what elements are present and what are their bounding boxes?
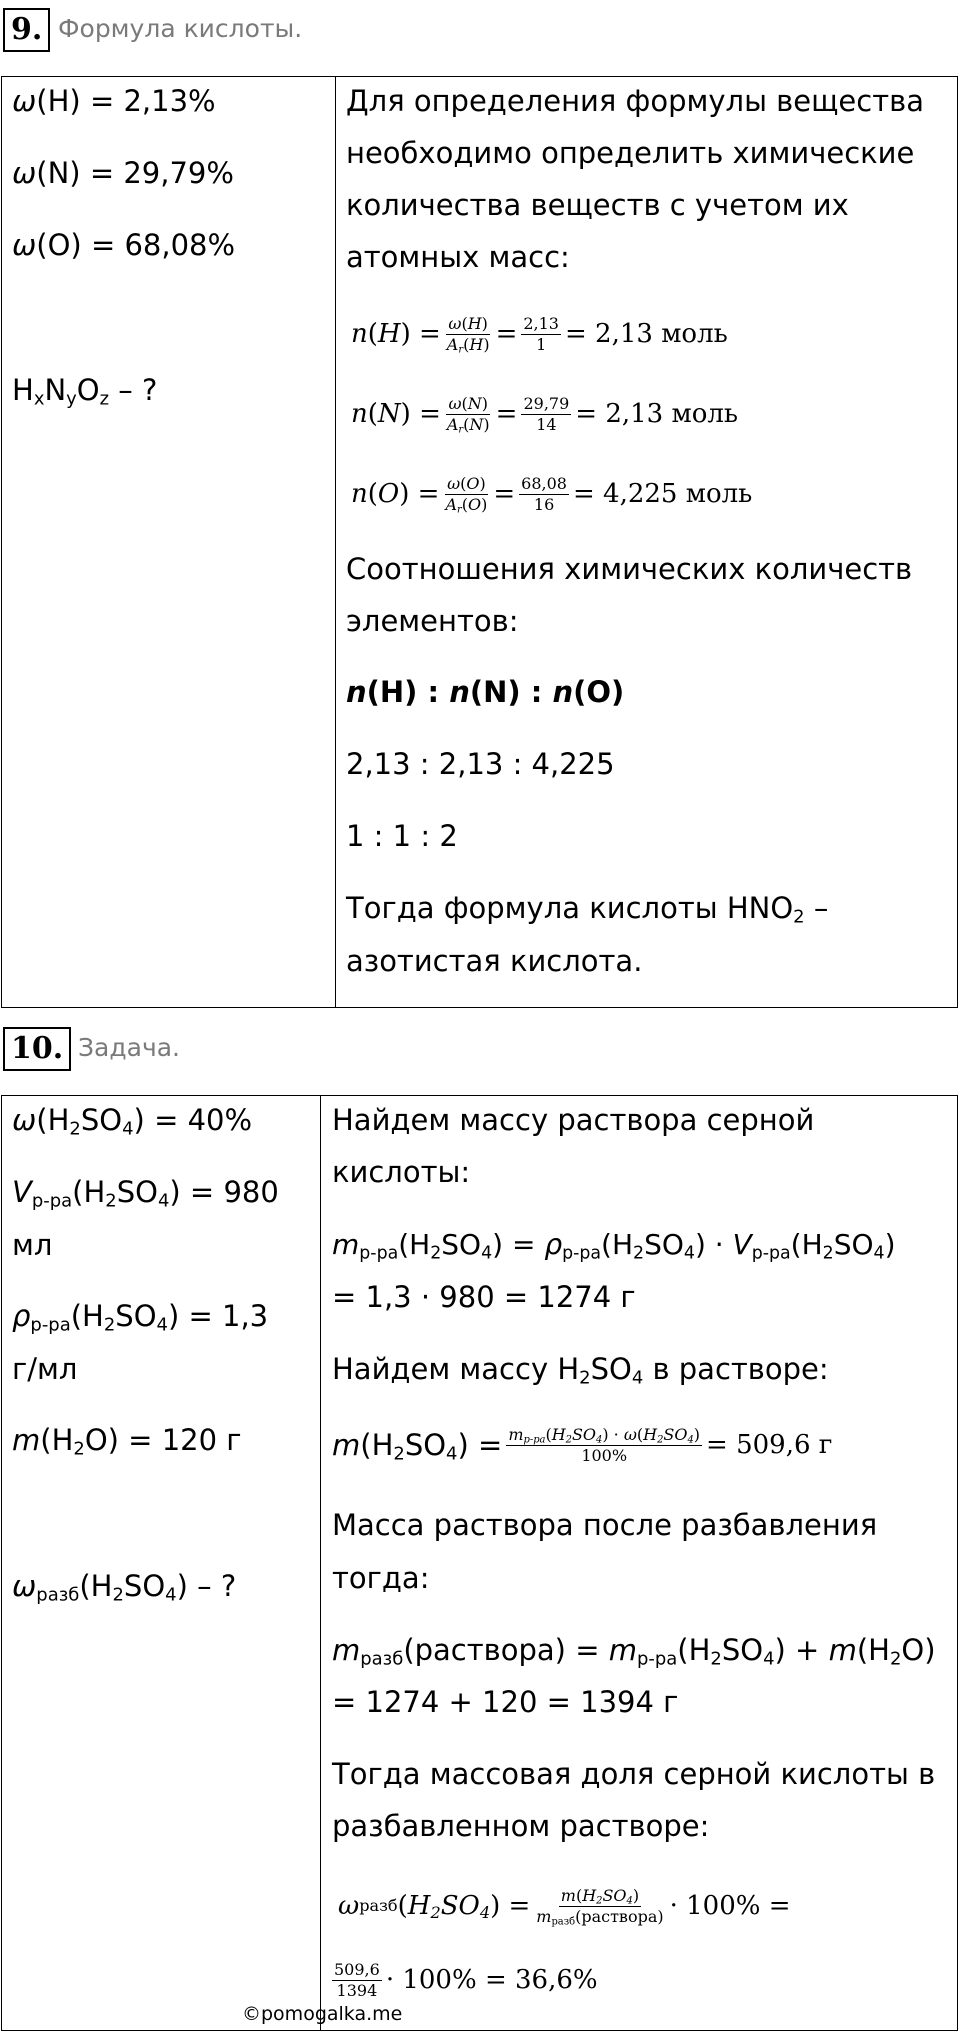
ratio-values: 2,13 : 2,13 : 4,225 [346,747,615,781]
formula-mass-h2so4: $m(H_2SO_4)$ = $\frac{m_{р-ра}(H_2SO_4) \cdot \omega(H_2SO_4)}{100\%}$ = 509,6 г [332,1424,833,1465]
equation: = 1274 + 120 = 1394 г [332,1685,679,1719]
given-line: ω(O) = 68,08% [12,228,236,262]
find-line: $H_xN_yO_z$ – ? [12,373,158,410]
solution-text: необходимо определить химические [346,136,915,170]
watermark: ©pomogalka.me [242,2003,403,2025]
given-line: $m(H_2O) = 120$ г [12,1423,242,1460]
formula-n-n: n ( N ) = $\frac{\omega(N)}{A_r(N)}$ = $\frac{29,79}{14}$ = 2,13 моль [351,393,739,435]
equation: $m_{р-ра}(H_2SO_4) = \rho_{р-ра}(H_2SO_4) \cdot V_{р-ра}(H_2SO_4)$ [332,1228,896,1264]
formula-result: $\frac{509,6}{1394}$ · 100% = 36,6% [334,1959,598,2000]
given-line: мл [12,1228,53,1262]
find-line: $\omega_{разб}(H_2SO_4)$ – ? [12,1569,237,1606]
given-line: $\rho_{р-ра}(H_2SO_4) = 1,3$ [12,1299,269,1336]
formula-n-h: n ( H ) = $\frac{\omega(H)}{A_r(H)}$ = $\frac{2,13}{1}$ = 2,13 моль [351,313,728,355]
given-line: ω(H) = 2,13% [12,84,216,118]
solution-text: разбавленном растворе: [332,1809,710,1843]
solution-text: Масса раствора после разбавления [332,1508,878,1542]
given-line: $V_{р-ра}(H_2SO_4) = 980$ [12,1175,279,1212]
solution-text: Тогда массовая доля серной кислоты в [332,1757,936,1791]
solution-text: Найдем массу $H_2SO_4$ в растворе: [332,1352,829,1389]
conclusion: азотистая кислота. [346,944,643,978]
given-line: ω(N) = 29,79% [12,156,234,190]
problem-number: 9. [3,8,50,52]
formula-n-o: n ( O ) = $\frac{\omega(O)}{A_r(O)}$ = $\frac{68,08}{16}$ = 4,225 моль [351,473,753,515]
solution-text: количества веществ с учетом их [346,188,849,222]
conclusion: Тогда формула кислоты $HNO_2$ – [346,891,829,928]
solution-text: Найдем массу раствора серной [332,1103,815,1137]
solution-text: Для определения формулы вещества [346,84,924,118]
problem-title: Задача. [78,1033,180,1062]
given-cell [2,77,336,1008]
given-line: $\omega(H_2SO_4) = 40\%$ [12,1103,253,1140]
solution-text: атомных масс: [346,240,570,274]
solution-text: тогда: [332,1561,430,1595]
solution-text: кислоты: [332,1155,471,1189]
equation: $m_{разб}(раствора) = m_{р-ра}(H_2SO_4) + m(H_2O)$ [332,1633,936,1670]
formula-mass-fraction: ω разб ( $H_2SO_4$ ) = $\frac{m(H_2SO_4)}{m_{разб}(раствора)}$ · 100% = [338,1885,791,1927]
solution-text: Соотношения химических количеств [346,552,913,586]
solution-text: элементов: [346,604,519,638]
problem-number: 10. [3,1027,71,1071]
ratio-simple: 1 : 1 : 2 [346,819,458,853]
given-line: г/мл [12,1352,78,1386]
ratio-header: n(H) : n(N) : n(O) [346,675,625,709]
problem-title: Формула кислоты. [58,14,303,43]
equation: = 1,3 · 980 = 1274 г [332,1280,636,1314]
